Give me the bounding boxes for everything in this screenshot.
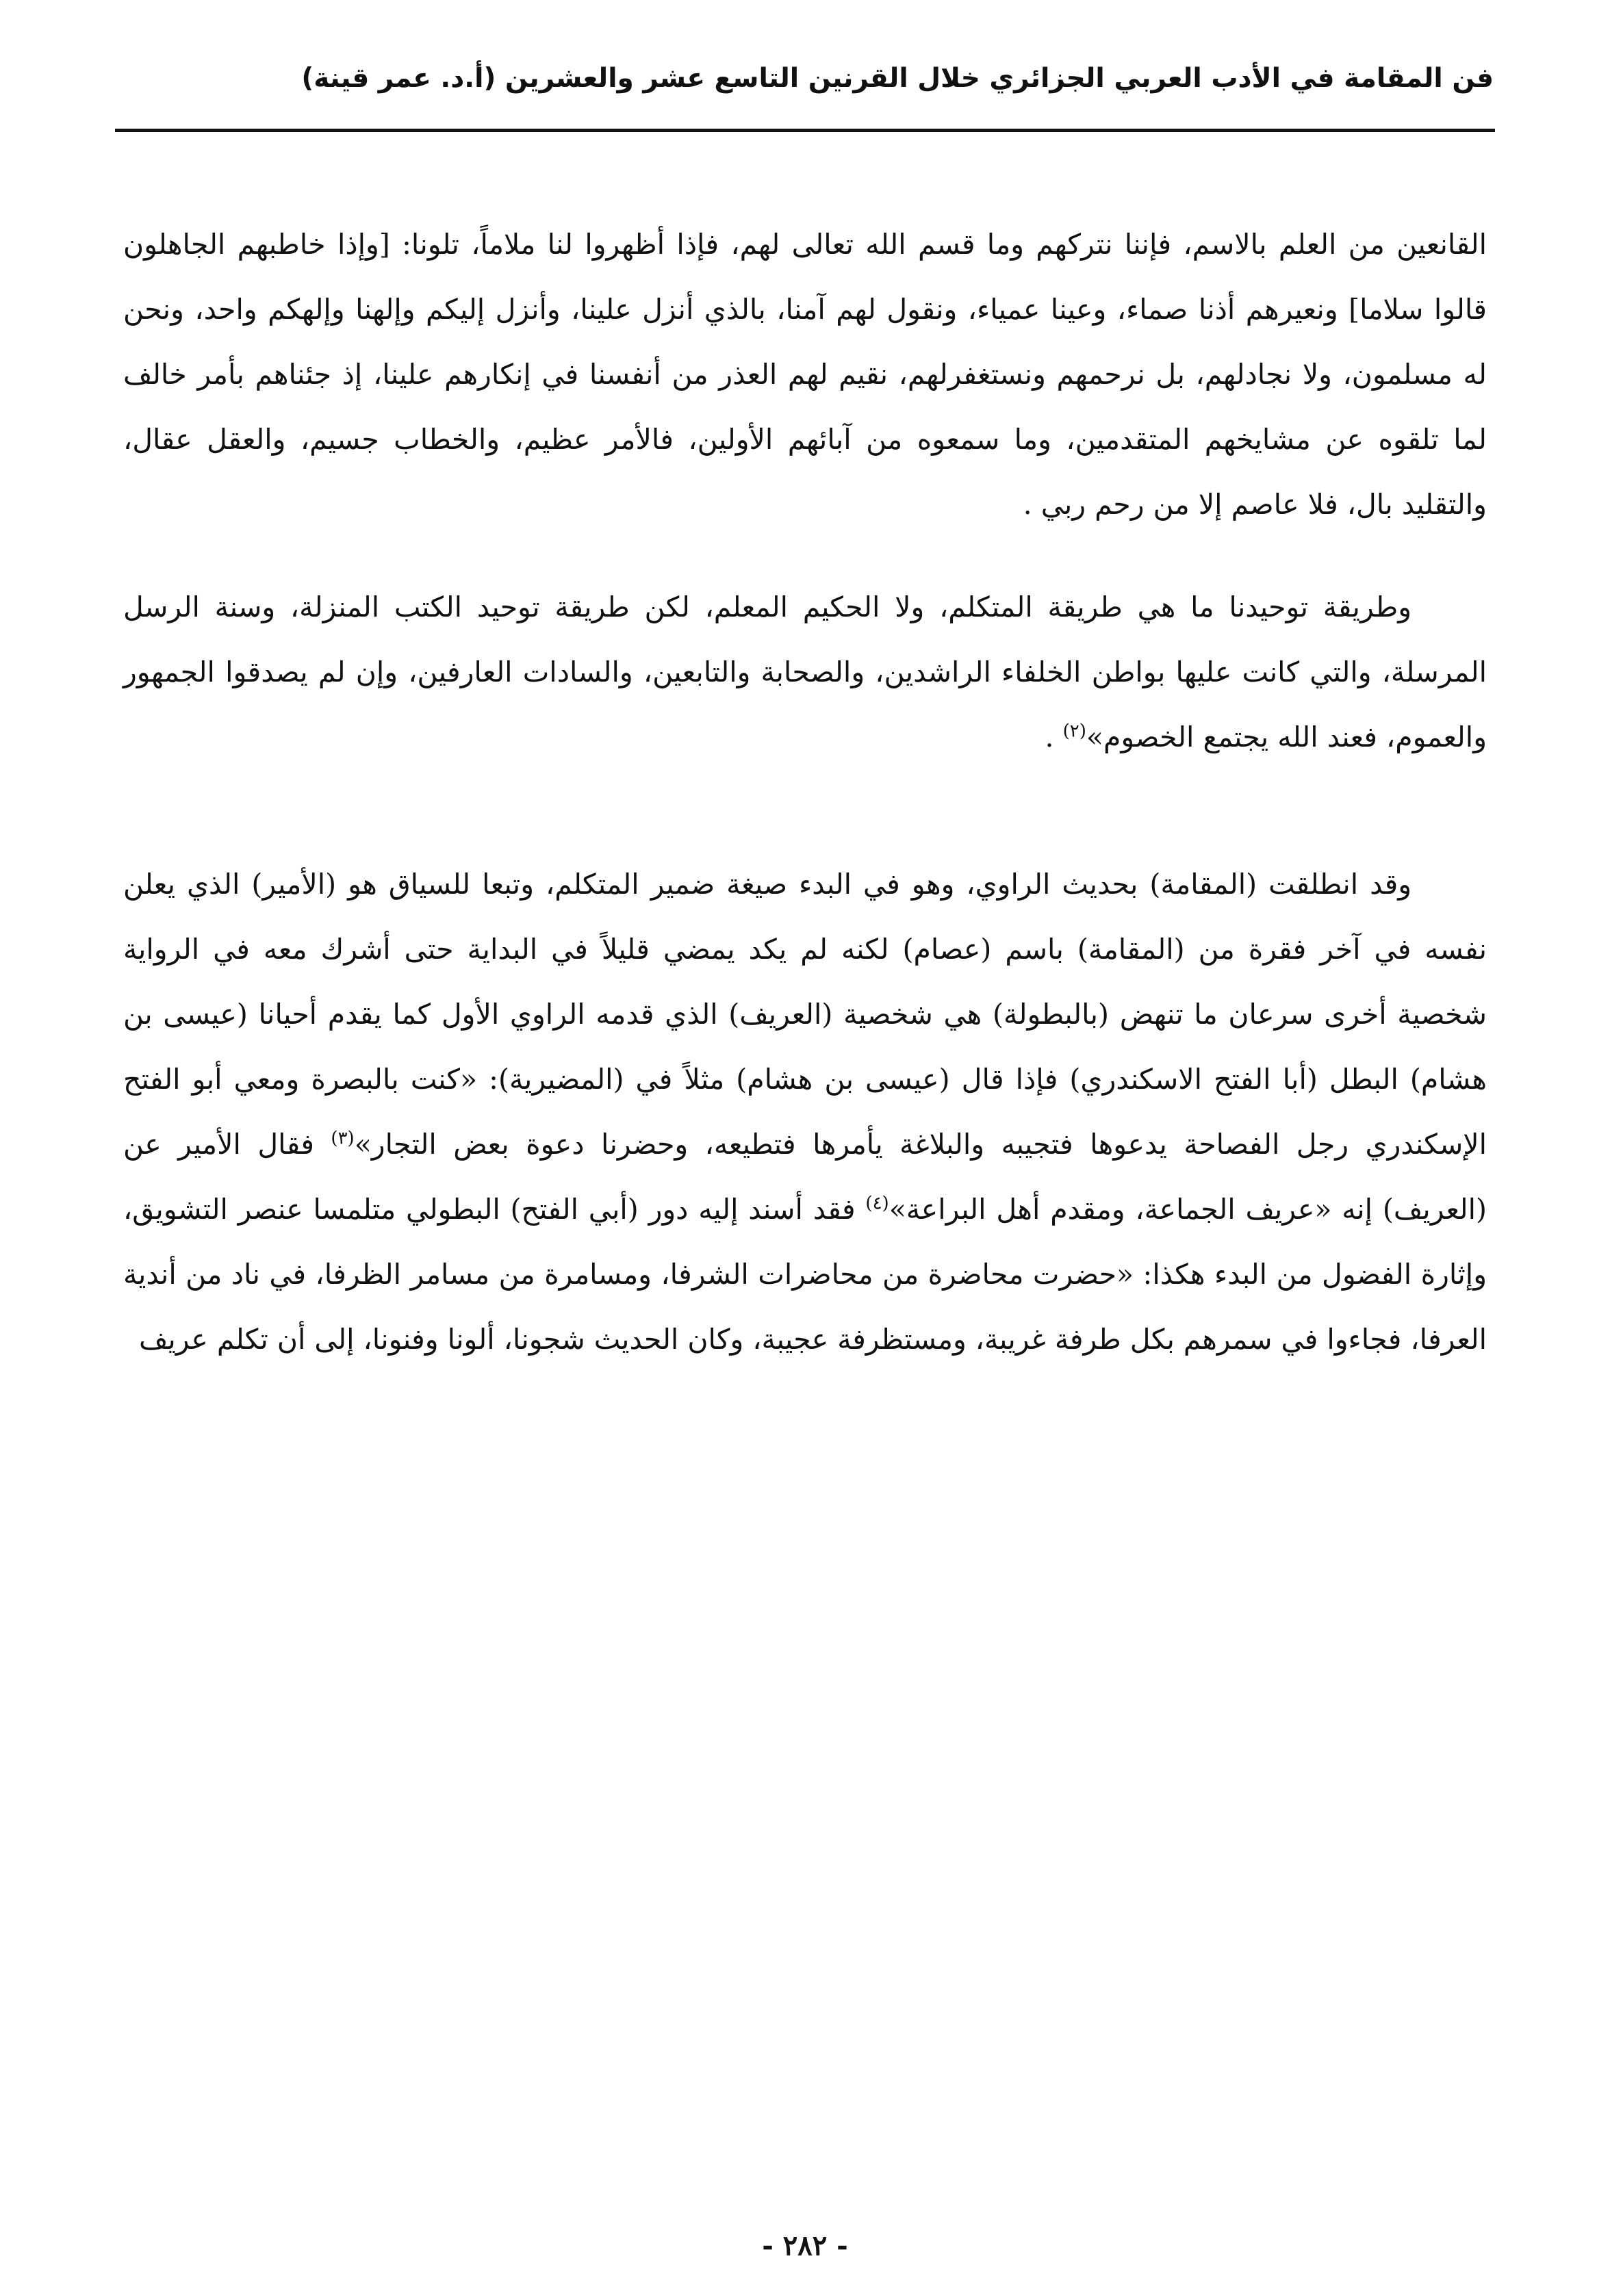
- paragraph-2-tail: .: [1045, 721, 1063, 753]
- header-divider: [115, 129, 1495, 132]
- paragraph-3-segment-2: فقال الأمير عن (العريف) إنه «عريف الجماعة، ومقدم أهل البراعة»: [123, 1128, 1487, 1226]
- paragraph-3-segment-3: فقد أسند إليه دور (أبي الفتح) البطولي متلمسا عنصر التشويق، وإثارة الفضول من البدء هكذا: «حضرت محاضرة من محاضرات الشرفا، ومسامرة من مسامر الظرفا، في ناد من أندية العرفا، فجاءوا في سمرهم بكل طرفة غريبة، ومستظرفة عجيبة، وكان الحديث شجونا، ألونا وفنونا، إلى أن تكلم عريف: [123, 1193, 1487, 1356]
- paragraph-2-text: وطريقة توحيدنا ما هي طريقة المتكلم، ولا الحكيم المعلم، لكن طريقة توحيد الكتب المنزلة، وسنة الرسل المرسلة، والتي كانت عليها بواطن الخلفاء الراشدين، والصحابة والتابعين، والسادات العارفين، وإن لم يصدقوا الجمهور والعموم، فعند الله يجتمع الخصوم»: [123, 591, 1487, 753]
- footnote-ref-4[interactable]: (٤): [865, 1193, 889, 1214]
- paragraph-2: [123, 575, 1487, 770]
- paragraph-3-segment-1: وقد انطلقت (المقامة) بحديث الراوي، وهو في البدء صيغة ضمير المتكلم، وتبعا للسياق هو (الأمير) الذي يعلن نفسه في آخر فقرة من (المقامة) باسم (عصام) لكنه لم يكد يمضي قليلاً في البداية حتى أشرك معه في الرواية شخصية أخرى سرعان ما تنهض (بالبطولة) هي شخصية (العريف) الذي قدمه الراوي الأول كما يقدم أحيانا (عيسى بن هشام) البطل (أبا الفتح الاسكندري) فإذا قال (عيسى بن هشام) مثلاً في (المضيرية): «كنت بالبصرة ومعي أبو الفتح الإسكندري رجل الفصاحة يدعوها فتجيبه والبلاغة يأمرها فتطيعه، وحضرنا دعوة بعض التجار»: [123, 868, 1487, 1161]
- footnote-ref-2[interactable]: (٢): [1062, 721, 1086, 742]
- running-header: فن المقامة في الأدب العربي الجزائري خلال القرنين التاسع عشر والعشرين (أ.د. عمر قينة): [301, 63, 1494, 94]
- paragraph-3: [123, 852, 1487, 1372]
- page-body: [123, 212, 1487, 1372]
- paragraph-1: القانعين من العلم بالاسم، فإننا نتركهم وما قسم الله تعالى لهم، فإذا أظهروا لنا ملاماً، تلونا: [وإذا خاطبهم الجاهلون قالوا سلاما] ونعيرهم أذنا صماء، وعينا عمياء، ونقول لهم آمنا، بالذي أنزل علينا، وأنزل إليكم وإلهنا وإلهكم واحد، ونحن له مسلمون، ولا نجادلهم، بل نرحمهم ونستغفرلهم، نقيم لهم العذر من أنفسنا في إنكارهم علينا، إذ جئناهم بأمر خالف لما تلقوه عن مشايخهم المتقدمين، وما سمعوه من آبائهم الأولين، فالأمر عظيم، والخطاب جسيم، والعقل عقال، والتقليد بال، فلا عاصم إلا من رحم ربي .: [123, 228, 1487, 521]
- page-number: - ٢٨٢ -: [762, 2230, 848, 2262]
- footnote-ref-3[interactable]: (٣): [331, 1128, 355, 1149]
